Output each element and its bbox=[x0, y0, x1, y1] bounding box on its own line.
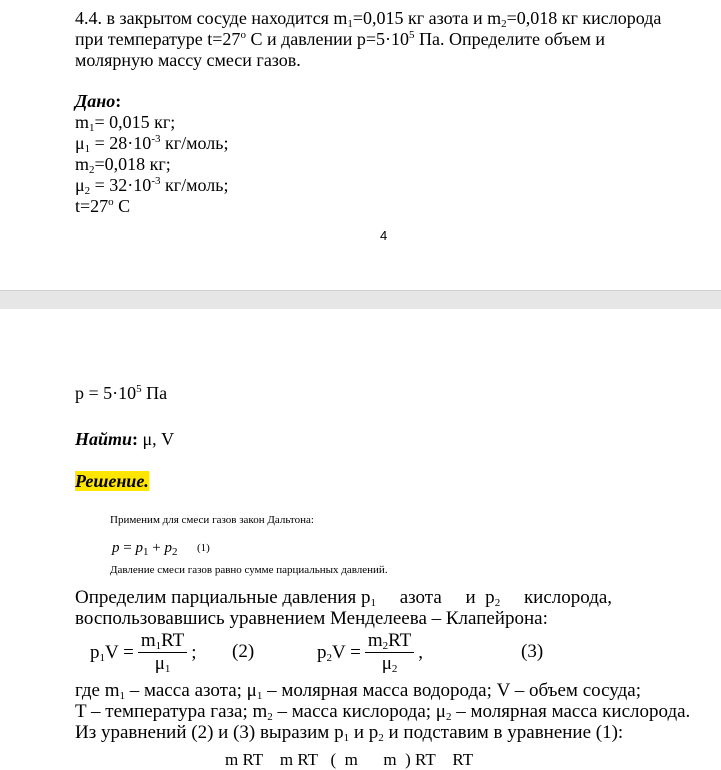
paragraph-line-1 bbox=[75, 587, 612, 608]
eq2-fraction bbox=[138, 631, 187, 674]
symbol: p bbox=[135, 540, 143, 556]
given-heading-text: Дано bbox=[75, 91, 116, 111]
superscript: 5 bbox=[409, 29, 415, 41]
symbol: p bbox=[90, 641, 100, 663]
eq2-denominator bbox=[138, 653, 187, 674]
equation-3-label: (3) bbox=[521, 641, 544, 662]
eq3-lhs bbox=[317, 643, 361, 663]
superscript: 5 bbox=[136, 383, 142, 395]
subscript: 2 bbox=[445, 711, 452, 723]
equation-2 bbox=[90, 631, 197, 674]
symbol: p bbox=[112, 540, 120, 556]
symbol: RT bbox=[388, 630, 412, 651]
unit: Па bbox=[141, 383, 168, 403]
subscript: 1 bbox=[84, 143, 91, 155]
page-separator bbox=[0, 290, 721, 310]
equation-3 bbox=[317, 631, 423, 674]
subscript: 2 bbox=[89, 164, 95, 176]
value: t=27 bbox=[75, 196, 109, 216]
symbol: p bbox=[317, 641, 327, 663]
eq3-numerator bbox=[365, 631, 414, 653]
subscript: 1 bbox=[347, 18, 353, 30]
eq2-numerator bbox=[138, 631, 187, 653]
problem-line-2 bbox=[75, 29, 605, 50]
unit: кг/моль; bbox=[160, 133, 229, 153]
eq3-fraction bbox=[365, 631, 414, 674]
document-page-4 bbox=[0, 0, 721, 290]
value: =0,018 кг; bbox=[94, 154, 171, 174]
problem-number: 4.4. bbox=[75, 8, 102, 28]
dalton-note: Давление смеси газов равно сумме парциальных давлений. bbox=[110, 564, 388, 576]
document-page-5 bbox=[0, 309, 721, 769]
symbol: RT bbox=[161, 630, 185, 651]
subscript: 1 bbox=[343, 732, 350, 744]
superscript: -3 bbox=[151, 175, 161, 187]
value: = 28·10 bbox=[90, 133, 152, 153]
paragraph-text: – масса азота; μ bbox=[124, 680, 257, 701]
subscript: 2 bbox=[391, 663, 398, 675]
symbol: V = bbox=[332, 641, 361, 663]
paragraph-text: – масса кислорода; μ bbox=[272, 701, 446, 722]
last-line bbox=[75, 722, 623, 743]
problem-text: Па. Определите объем и bbox=[414, 29, 606, 49]
problem-text: в закрытом сосуде находится m bbox=[102, 8, 348, 28]
subscript: 1 bbox=[99, 651, 105, 664]
symbol: μ bbox=[381, 653, 392, 674]
problem-text: С и давлении p=5·10 bbox=[245, 29, 410, 49]
find-value: μ, V bbox=[138, 429, 175, 449]
where-line-1 bbox=[75, 680, 641, 701]
symbol: m bbox=[140, 630, 156, 651]
subscript: 1 bbox=[142, 546, 149, 558]
subscript: 1 bbox=[89, 122, 95, 134]
subscript: 2 bbox=[326, 651, 332, 664]
superscript: o bbox=[108, 196, 114, 208]
problem-text: при температуре t=27 bbox=[75, 29, 241, 49]
given-p bbox=[75, 383, 167, 404]
operator: = bbox=[119, 540, 136, 556]
paragraph-text: – молярная масса водорода; V – объем сосуда; bbox=[262, 680, 641, 701]
unit: С bbox=[113, 196, 131, 216]
dalton-equation-number: (1) bbox=[197, 542, 210, 554]
symbol: m bbox=[75, 112, 90, 132]
dalton-equation bbox=[112, 538, 177, 559]
operator: + bbox=[148, 540, 165, 556]
superscript: -3 bbox=[151, 133, 161, 145]
symbol: μ bbox=[75, 175, 85, 195]
paragraph-text: азота и p bbox=[375, 587, 495, 608]
paragraph-text: Из уравнений (2) и (3) выразим p bbox=[75, 722, 344, 743]
find-colon: : bbox=[132, 429, 139, 449]
value: = 0,015 кг; bbox=[94, 112, 176, 132]
eq2-lhs bbox=[90, 643, 134, 663]
symbol: V = bbox=[105, 641, 134, 663]
problem-text: =0,018 кг кислорода bbox=[506, 8, 662, 28]
page-number: 4 bbox=[380, 228, 388, 243]
find-heading: Найти bbox=[75, 429, 133, 449]
given-mu1 bbox=[75, 133, 228, 154]
superscript: o bbox=[240, 29, 246, 41]
given-mu2 bbox=[75, 175, 228, 196]
subscript: 1 bbox=[119, 690, 125, 702]
subscript: 1 bbox=[256, 690, 263, 702]
symbol: μ bbox=[75, 133, 85, 153]
paragraph-text: и p bbox=[349, 722, 379, 743]
subscript: 2 bbox=[494, 597, 501, 609]
value: p = 5·10 bbox=[75, 383, 137, 403]
subscript: 1 bbox=[155, 640, 162, 652]
paragraph-text: где m bbox=[75, 680, 120, 701]
symbol: m bbox=[367, 630, 383, 651]
paragraph-text: и подставим в уравнение (1): bbox=[383, 722, 624, 743]
given-colon: : bbox=[115, 91, 122, 111]
value: = 32·10 bbox=[90, 175, 152, 195]
problem-line-3: молярную массу смеси газов. bbox=[75, 50, 301, 70]
given-heading bbox=[75, 91, 121, 112]
given-m1 bbox=[75, 112, 175, 133]
symbol: μ bbox=[154, 653, 165, 674]
subscript: 2 bbox=[382, 640, 389, 652]
subscript: 2 bbox=[501, 18, 507, 30]
given-t bbox=[75, 196, 130, 217]
subscript: 2 bbox=[171, 546, 178, 558]
subscript: 1 bbox=[164, 663, 171, 675]
paragraph-text: T – температура газа; m bbox=[75, 701, 268, 722]
paragraph-text: – молярная масса кислорода. bbox=[451, 701, 691, 722]
find-line bbox=[75, 429, 174, 450]
unit: кг/моль; bbox=[160, 175, 229, 195]
subscript: 1 bbox=[370, 597, 376, 609]
paragraph-text: Определим парциальные давления p bbox=[75, 587, 371, 608]
where-line-2 bbox=[75, 701, 690, 722]
symbol: p bbox=[164, 540, 172, 556]
punctuation: , bbox=[418, 641, 424, 663]
dalton-intro: Применим для смеси газов закон Дальтона: bbox=[110, 514, 314, 526]
solution-heading-line bbox=[75, 471, 149, 492]
eq3-denominator bbox=[365, 653, 414, 674]
cut-off-equation: m RT m RT ( m m ) RT RT bbox=[225, 750, 474, 769]
paragraph-line-2: воспользовавшись уравнением Менделеева – Клапейрона: bbox=[75, 608, 548, 629]
given-m2 bbox=[75, 154, 171, 175]
subscript: 2 bbox=[378, 732, 384, 744]
punctuation: ; bbox=[191, 641, 197, 663]
subscript: 2 bbox=[267, 711, 273, 723]
equation-2-label: (2) bbox=[232, 641, 255, 662]
problem-line-1 bbox=[75, 8, 661, 29]
solution-heading: Решение. bbox=[75, 471, 149, 491]
subscript: 2 bbox=[84, 185, 91, 197]
symbol: m bbox=[75, 154, 90, 174]
paragraph-text: кислорода, bbox=[500, 587, 613, 608]
problem-text: =0,015 кг азота и m bbox=[352, 8, 502, 28]
